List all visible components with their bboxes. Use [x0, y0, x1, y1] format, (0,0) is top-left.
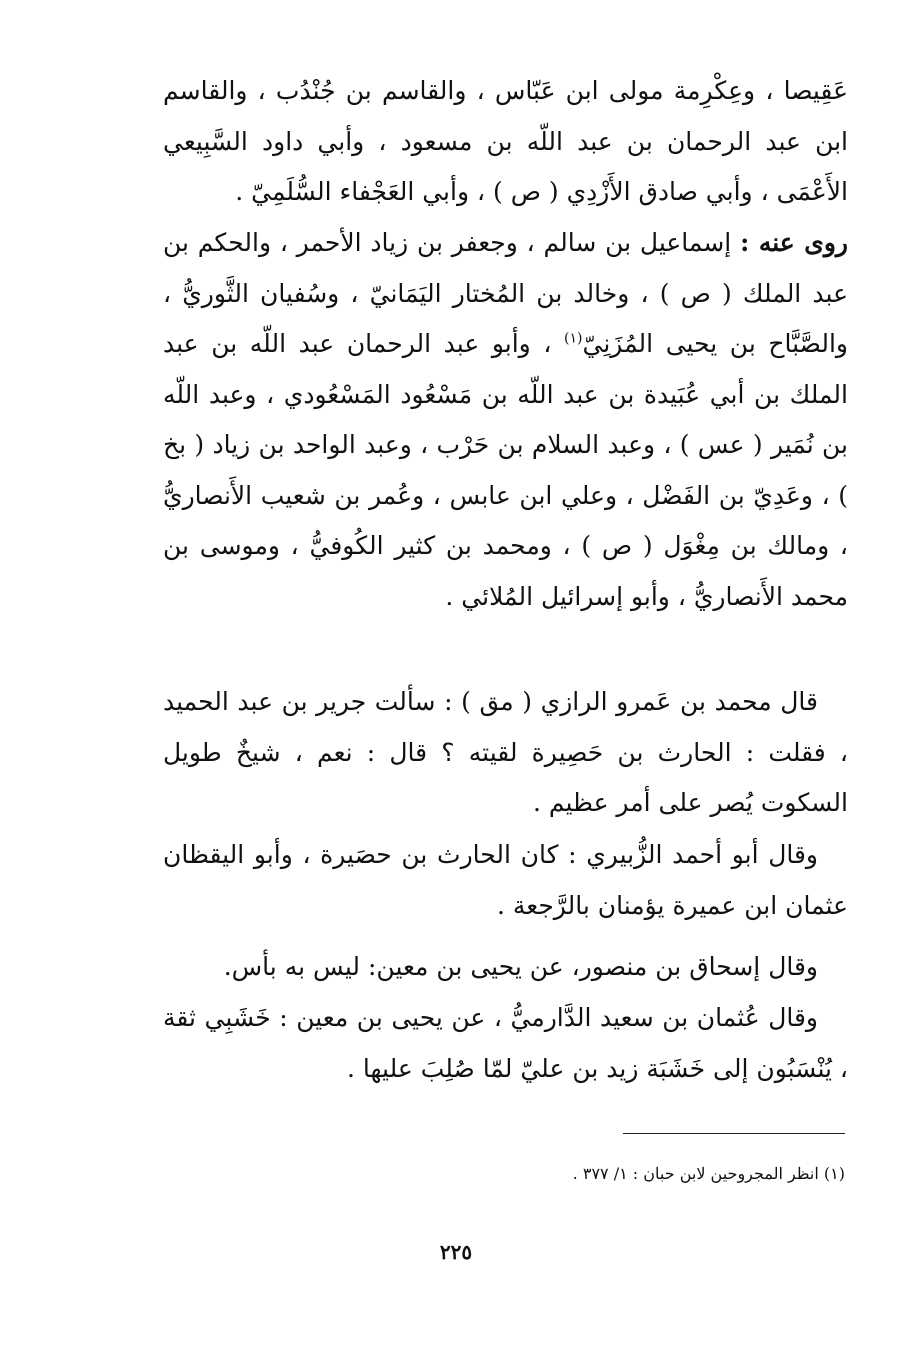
paragraph-quote-darimi: وقال عُثمان بن سعيد الدَّارميُّ ، عن يحيى بن معين : خَشَبِي ثقة ، يُنْسَبُون إلى خَشَبَة زيد بن عليّ لمّا صُلِبَ عليها .	[163, 1003, 848, 1083]
footnote-marker: (١)	[564, 330, 583, 347]
paragraph-quote-razi: قال محمد بن عَمرو الرازي ( مق ) : سألت جرير بن عبد الحميد ، فقلت : الحارث بن حَصِيرة لقيته ؟ قال : نعم ، شيخٌ طويل السكوت يُصر على أمر عظيم .	[163, 687, 848, 817]
footnote-divider	[623, 1133, 845, 1134]
narrators-text-part1: إسماعيل بن سالم ، وجعفر بن زياد الأحمر ، والحكم بن عبد الملك ( ص ) ، وخالد بن المُختار اليَمَانيّ ، وسُفيان الثَّوريُّ ، والصَّبَّاح بن يحيى المُزَنِيّ	[163, 228, 848, 358]
paragraph-narrated-from-him	[163, 218, 848, 622]
paragraph-quote-zubayri: وقال أبو أحمد الزُّبيري : كان الحارث بن حصَيرة ، وأبو اليقظان عثمان ابن عميرة يؤمنان بالرَّجعة .	[163, 840, 848, 920]
section-lead-label: روى عنه :	[740, 228, 848, 257]
paragraph-quote-ishaq: وقال إسحاق بن منصور، عن يحيى بن معين: ليس به بأس.	[223, 952, 818, 981]
narrators-text-part2: ، وأبو عبد الرحمان عبد اللّه بن عبد الملك بن أبي عُبَيدة بن عبد اللّه بن مَسْعُود المَسْعُودي ، وعبد اللّه بن نُمَير ( عس ) ، وعبد السلام بن حَرْب ، وعبد الواحد بن زياد ( بخ ) ، وعَدِيّ بن الفَضْل ، وعلي ابن عابس ، وعُمر بن شعيب الأَنصاريُّ ، ومالك بن مِغْوَل ( ص ) ، ومحمد بن كثير الكُوفيُّ ، وموسى بن محمد الأَنصاريُّ ، وأبو إسرائيل المُلائي .	[163, 329, 848, 611]
footnote: (١) انظر المجروحين لابن حبان : ١/ ٣٧٧ .	[572, 1164, 845, 1183]
page-number: ٢٢٥	[439, 1240, 473, 1264]
paragraph-narrators-list-end: عَقِيصا ، وعِكْرِمة مولى ابن عَبّاس ، والقاسم بن جُنْدُب ، والقاسم ابن عبد الرحمان بن عبد اللّه بن مسعود ، وأبي داود السَّبِيعي الأَعْمَى ، وأبي صادق الأَزْدِي ( ص ) ، وأبي العَجْفاء السُّلَمِيّ .	[163, 76, 848, 206]
